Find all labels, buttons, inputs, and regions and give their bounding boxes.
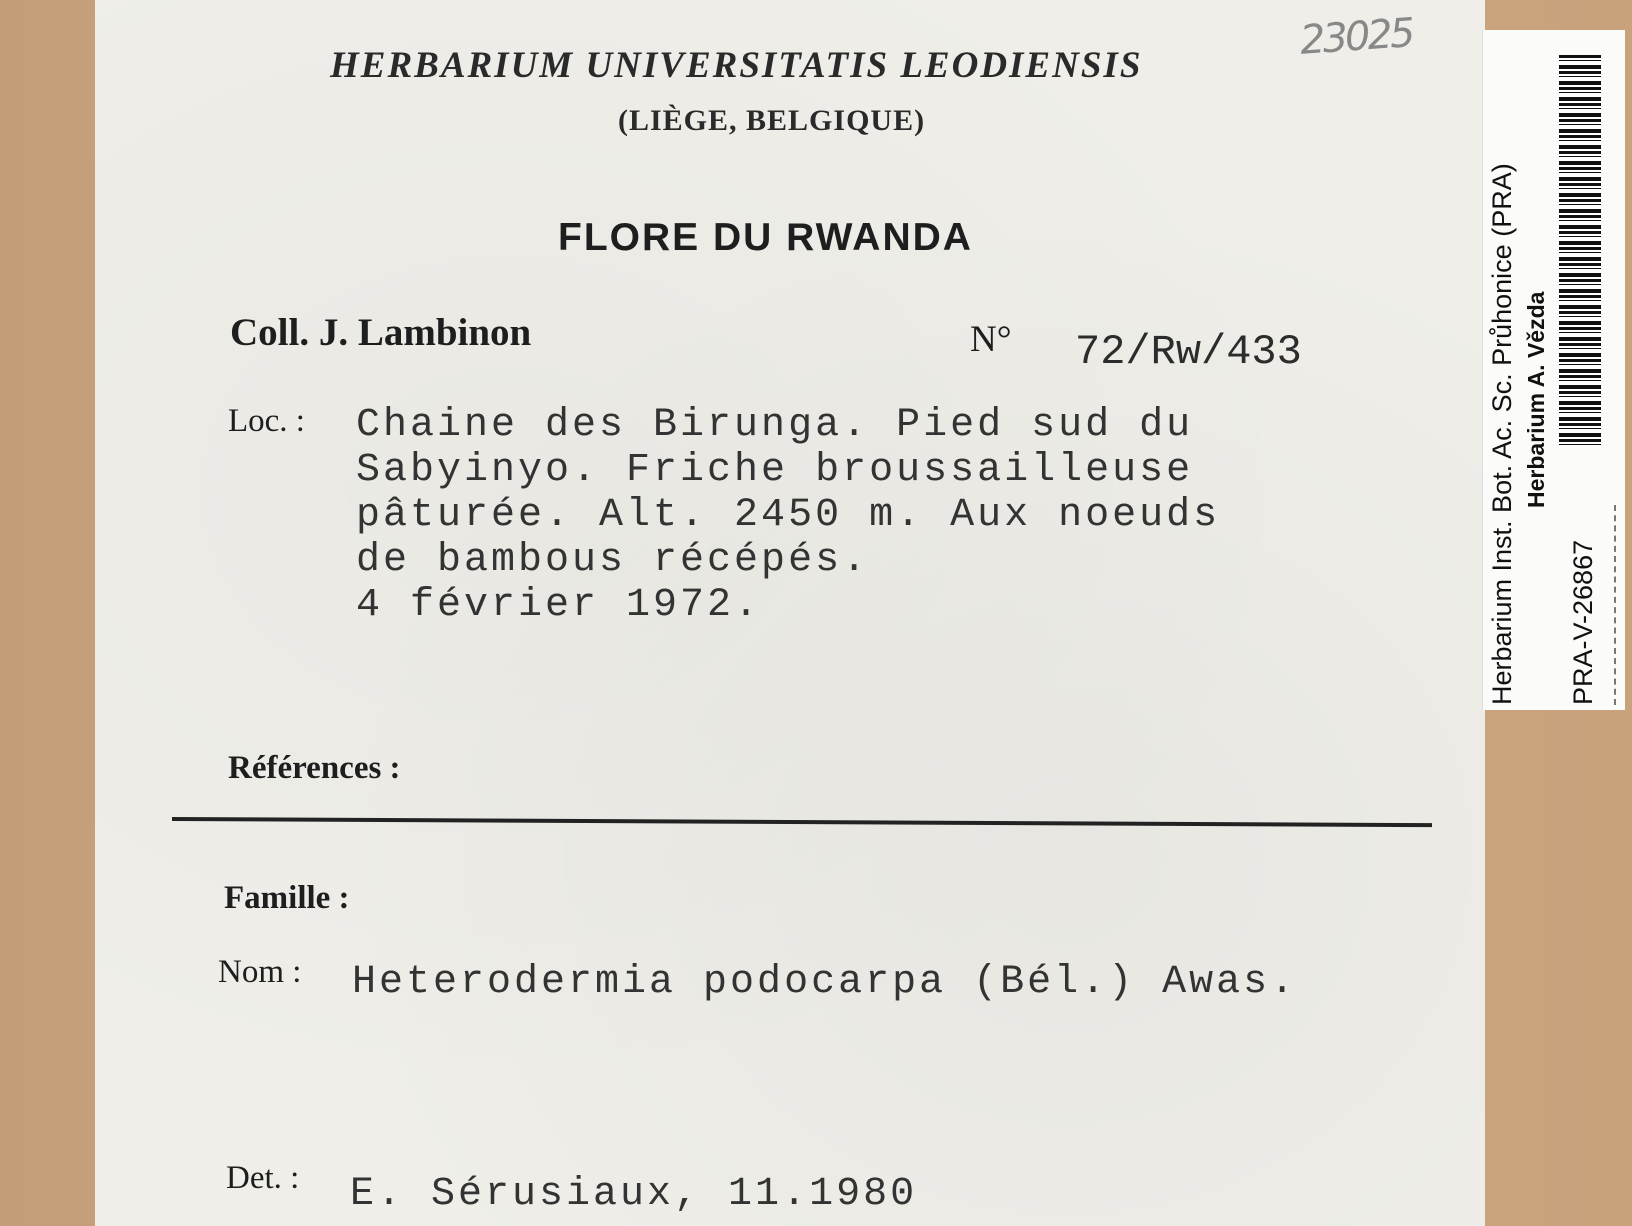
nom-label: Nom : [218, 954, 302, 990]
dashed-line [1614, 505, 1616, 705]
locality-text [356, 403, 1220, 628]
collection-number: 72/Rw/433 [1075, 328, 1302, 376]
loc-label: Loc. : [228, 403, 305, 439]
barcode [1559, 55, 1601, 447]
det-label: Det. : [226, 1160, 300, 1196]
taxon-name: Heterodermia podocarpa (Bél.) Awas. [352, 960, 1298, 1005]
collector: Coll. J. Lambinon [230, 311, 532, 354]
determiner: E. Sérusiaux, 11.1980 [350, 1172, 918, 1217]
institution-title: HERBARIUM UNIVERSITATIS LEODIENSIS [330, 45, 1143, 86]
specimen-id: PRA-V-26867 [1568, 539, 1598, 705]
locality-line: de bambous récépés. [356, 538, 870, 583]
references-label: Références : [228, 750, 401, 786]
stamp-institute: Herbarium Inst. Bot. Ac. Sc. Průhonice (PRA) [1487, 163, 1517, 705]
locality-line: Sabyinyo. Friche broussailleuse [356, 448, 1194, 493]
flora-title: FLORE DU RWANDA [558, 216, 973, 259]
famille-label: Famille : [224, 880, 350, 916]
handwritten-number: 23025 [1298, 10, 1414, 64]
number-label: N° [970, 319, 1012, 360]
stamp-herbarium: Herbarium A. Vězda [1523, 291, 1549, 508]
locality-line: pâturée. Alt. 2450 m. Aux noeuds [356, 493, 1221, 538]
locality-line: Chaine des Birunga. Pied sud du [356, 403, 1194, 448]
institution-location: (LIÈGE, BELGIQUE) [618, 104, 926, 137]
locality-line: 4 février 1972. [356, 583, 762, 628]
